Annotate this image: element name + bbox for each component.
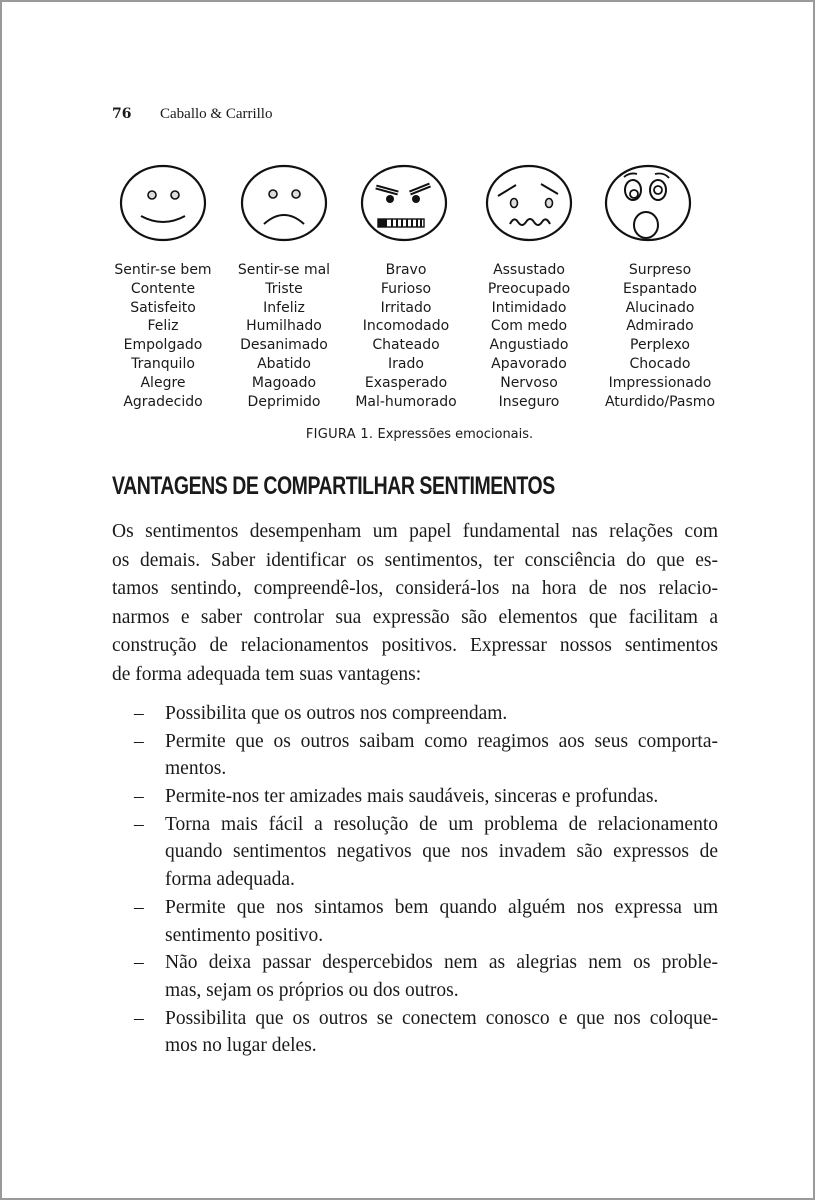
emotion-word: Tranquilo — [131, 355, 195, 372]
body-paragraph — [112, 518, 718, 690]
list-item-line: Permite que nos sintamos bem quando alguém nos expressa um — [165, 896, 718, 918]
list-item-line: mos no lugar deles. — [165, 1035, 317, 1057]
emotion-word: Impressionado — [608, 374, 712, 391]
figure-caption — [107, 427, 732, 442]
emotion-word: Exasperado — [364, 374, 448, 391]
emotion-word: Deprimido — [247, 393, 321, 410]
surprised-face-icon — [602, 162, 694, 244]
advantages-list — [134, 700, 718, 1060]
emotion-word: Infeliz — [263, 299, 305, 316]
list-item-line: Permite-nos ter amizades mais saudáveis, sinceras e profundas. — [165, 786, 659, 808]
list-item — [134, 811, 718, 894]
emotion-word: Surpreso — [628, 262, 692, 278]
happy-face-icon — [117, 162, 209, 244]
paragraph-line: Os sentimentos desempenham um papel fundamental nas relações com — [112, 521, 718, 542]
paragraph-line: construção de relacionamentos positivos. Expressar nossos sentimentos — [112, 635, 718, 657]
emotion-word: Bravo — [385, 262, 427, 278]
emotion-word: Irado — [388, 355, 424, 372]
emotion-word: Sentir-se bem — [114, 262, 212, 278]
emotion-word: Contente — [130, 280, 196, 297]
list-item-line: quando sentimentos negativos que nos invadem são expressos de — [165, 841, 718, 863]
emotion-word: Humilhado — [246, 318, 322, 335]
emotion-word: Apavorado — [491, 355, 567, 372]
column-feel-good — [103, 261, 223, 411]
column-angry — [346, 261, 466, 411]
list-item-line: sentimento positivo. — [165, 924, 324, 946]
list-item — [134, 1005, 718, 1060]
list-item-line: Possibilita que os outros nos compreendam. — [165, 703, 508, 724]
column-scared — [469, 261, 589, 411]
emotion-word: Aturdido/Pasmo — [604, 393, 716, 410]
list-item — [134, 728, 718, 783]
emotion-word: Chocado — [629, 355, 691, 372]
list-item-line: Permite que os outros saibam como reagimos aos seus comporta- — [165, 730, 718, 752]
paragraph-line: tamos sentindo, compreendê-los, considerá-los na hora de nos relacio- — [112, 578, 718, 600]
emotion-word: Inseguro — [498, 393, 560, 410]
column-surprised — [595, 261, 725, 411]
figure-emotional-expressions — [107, 157, 732, 442]
emotion-word: Angustiado — [489, 337, 569, 354]
bullet-dash: – — [134, 703, 144, 724]
list-item — [134, 700, 718, 728]
list-item — [134, 949, 718, 1004]
page-number: 76 — [112, 106, 132, 122]
bullet-dash: – — [134, 813, 144, 835]
running-head — [112, 106, 272, 123]
emotion-word: Feliz — [147, 318, 179, 335]
emotion-word-columns — [107, 261, 732, 421]
list-item-line: Torna mais fácil a resolução de um problema de relacionamento — [165, 813, 718, 835]
list-item — [134, 783, 718, 811]
emotion-word: Abatido — [257, 355, 311, 372]
column-feel-bad — [224, 261, 344, 411]
emotion-word: Agradecido — [123, 393, 203, 410]
faces-row — [107, 157, 732, 252]
bullet-dash: – — [134, 952, 144, 974]
bullet-dash: – — [134, 1007, 144, 1029]
emotion-word: Admirado — [626, 318, 694, 335]
list-item-line: forma adequada. — [165, 869, 295, 891]
paragraph-line: de forma adequada tem suas vantagens: — [112, 663, 422, 685]
emotion-word: Alegre — [140, 374, 186, 391]
section-heading: VANTAGENS DE COMPARTILHAR SENTIMENTOS — [112, 472, 555, 500]
emotion-word: Empolgado — [123, 337, 203, 354]
emotion-word: Nervoso — [500, 374, 558, 391]
emotion-word: Perplexo — [630, 337, 690, 354]
paragraph-line: narmos e saber controlar sua expressão são elementos que facilitam a — [112, 606, 718, 628]
bullet-dash: – — [134, 730, 144, 752]
list-item-line: Não deixa passar despercebidos nem as alegrias nem os proble- — [165, 952, 718, 974]
emotion-word: Com medo — [490, 318, 568, 335]
emotion-word: Triste — [265, 280, 303, 297]
bullet-dash: – — [134, 896, 144, 918]
emotion-word: Furioso — [380, 280, 432, 297]
emotion-word: Sentir-se mal — [237, 262, 331, 278]
emotion-word: Magoado — [251, 374, 317, 391]
list-item-line: mas, sejam os próprios ou dos outros. — [165, 979, 459, 1001]
emotion-word: Chateado — [372, 337, 440, 354]
scared-face-icon — [483, 162, 575, 244]
running-head-authors: Caballo & Carrillo — [160, 106, 273, 122]
bullet-dash: – — [134, 786, 144, 808]
emotion-word: Espantado — [623, 280, 697, 297]
emotion-word: Irritado — [380, 299, 432, 316]
emotion-word: Intimidado — [491, 299, 567, 316]
emotion-word: Mal-humorado — [355, 393, 457, 410]
emotion-word: Alucinado — [625, 299, 695, 316]
emotion-word: Preocupado — [487, 280, 571, 297]
angry-face-icon — [358, 162, 450, 244]
sad-face-icon — [238, 162, 330, 244]
list-item-line: mentos. — [165, 758, 227, 780]
figure-caption-label: FIGURA 1. — [305, 427, 374, 442]
list-item — [134, 894, 718, 949]
paragraph-line: os demais. Saber identificar os sentimentos, ter consciência do que es- — [112, 549, 718, 571]
emotion-word: Assustado — [493, 262, 565, 278]
emotion-word: Incomodado — [362, 318, 450, 335]
emotion-word: Desanimado — [240, 337, 328, 354]
emotion-word: Satisfeito — [130, 299, 196, 316]
list-item-line: Possibilita que os outros se conectem conosco e que nos coloque- — [165, 1007, 718, 1029]
figure-caption-text: Expressões emocionais. — [373, 427, 534, 442]
